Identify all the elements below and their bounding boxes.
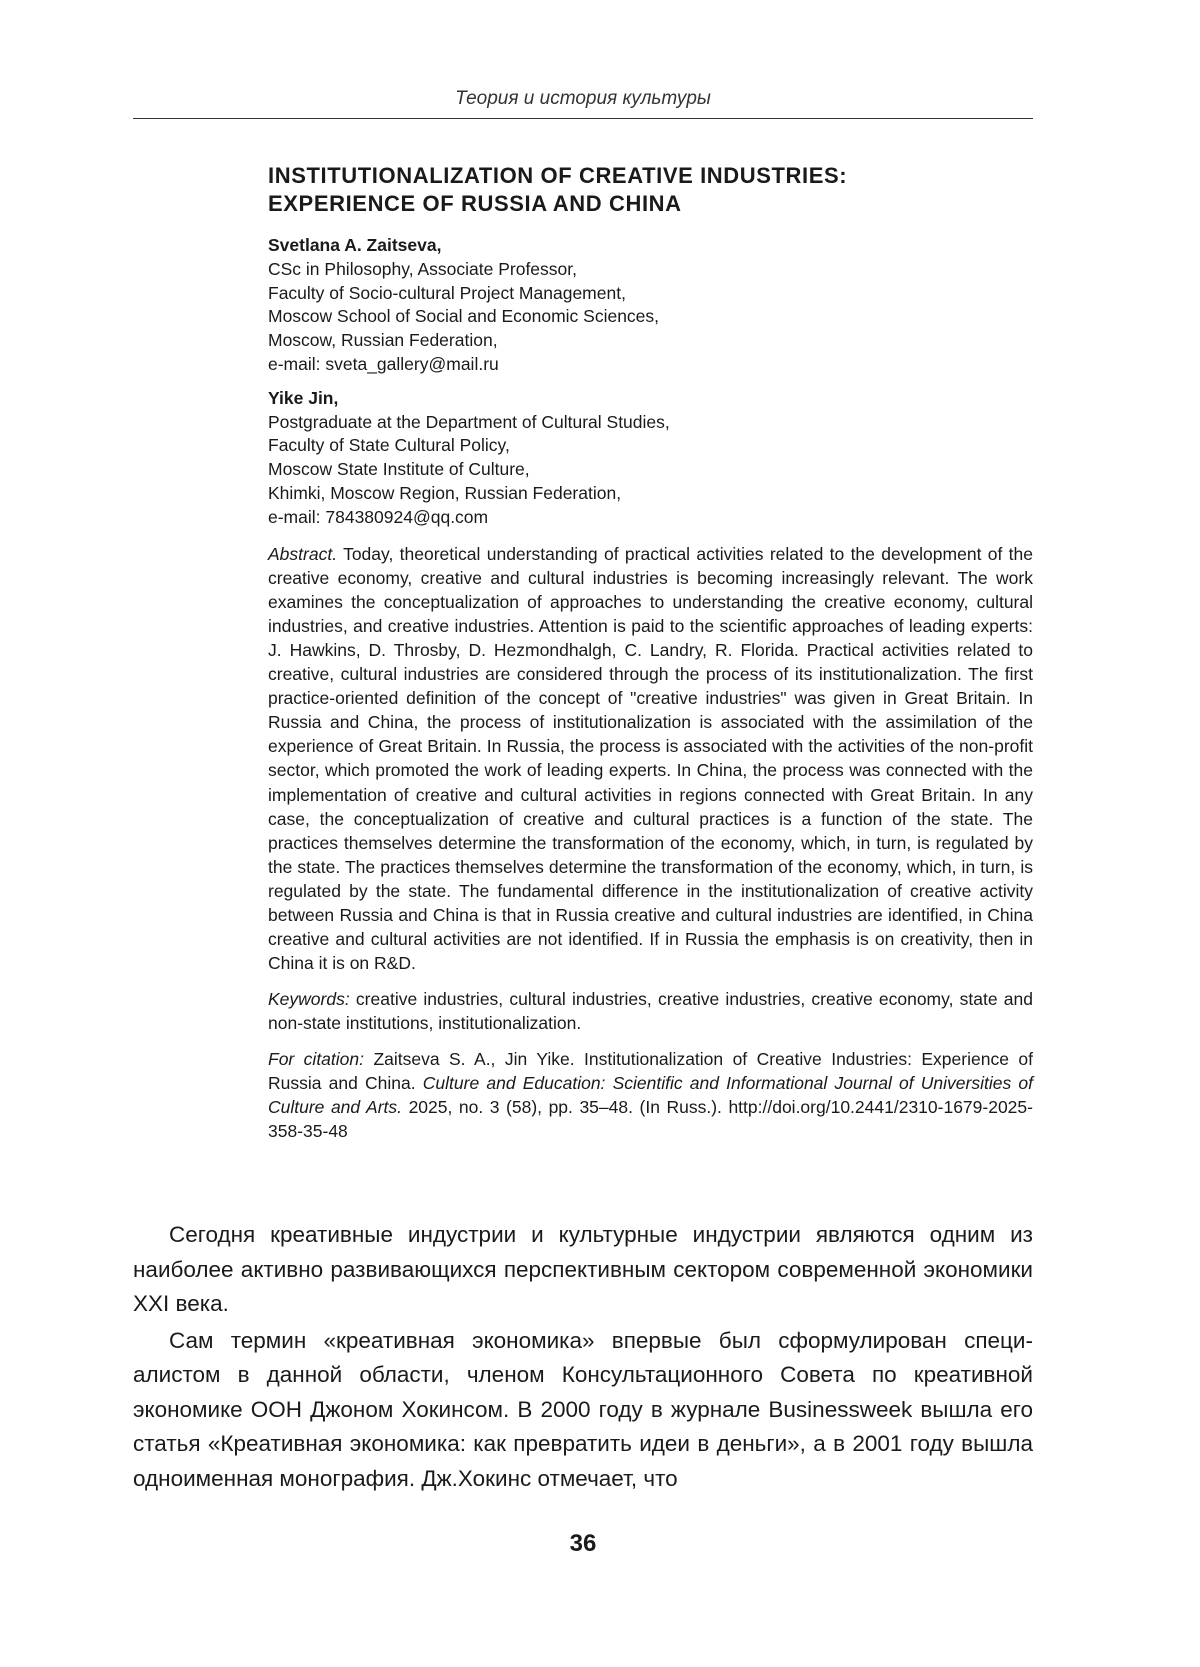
author-name: Yike Jin, — [268, 387, 339, 408]
keywords — [268, 987, 1033, 1035]
keywords-label: Keywords: — [268, 989, 350, 1010]
author-email: e-mail: 784380924@qq.com — [268, 506, 489, 527]
author-faculty: Faculty of Socio-cultural Project Management, — [268, 282, 626, 303]
citation — [268, 1047, 1033, 1143]
article-title — [268, 162, 1033, 218]
abstract — [268, 542, 1033, 976]
citation-journal: Culture and Education: Scientific and Informational Journal of Universities of Culture and Arts. — [268, 1073, 1033, 1118]
citation-authors-title: Zaitseva S. A., Jin Yike. Institutionalization of Creative Industries: Experience of Russia and China. — [268, 1049, 1033, 1094]
author-position: Postgraduate at the Department of Cultural Studies, — [268, 411, 670, 432]
author-email: e-mail: sveta_gallery@mail.ru — [268, 353, 499, 374]
main-text — [133, 1218, 1033, 1496]
citation-label: For citation: — [268, 1049, 364, 1070]
author-degree: CSc in Philosophy, Associate Professor, — [268, 258, 577, 279]
author-faculty: Faculty of State Cultural Policy, — [268, 435, 510, 456]
author-location: Moscow, Russian Federation, — [268, 330, 498, 351]
author-location: Khimki, Moscow Region, Russian Federation, — [268, 482, 622, 503]
author-name: Svetlana A. Zaitseva, — [268, 235, 442, 255]
page-number: 36 — [569, 1530, 597, 1557]
abstract-label: Abstract. — [268, 543, 338, 564]
author-block-2 — [268, 387, 1033, 530]
header-divider — [133, 118, 1033, 119]
title-line-2: EXPERIENCE OF RUSSIA AND CHINA — [268, 191, 682, 216]
citation-details: 2025, no. 3 (58), pp. 35–48. (In Russ.). http://doi.org/10.2441/2310-1679-2025-358-35-48 — [268, 1097, 1033, 1142]
body-paragraph-1: Сегодня креативные индустрии и культурные индустрии являются одним из наиболее активно развивающихся перспективным сектором современной экономики XXI века. — [133, 1222, 1033, 1316]
author-institution: Moscow State Institute of Culture, — [268, 459, 530, 480]
article-front-matter — [268, 162, 1033, 1143]
abstract-text: Today, theoretical understanding of practical activities related to the development of the creative economy, creative and cultural industries is becoming increasingly relevant. The work examines the conceptualization of approaches to understanding the creative economy, cultural industries, and creative industries. Attention is paid to the scientific approaches of leading experts: J. Hawkins, D. Throsby, D. Hezmondhalgh, C. Landry, R. Florida. Practical activities related to creative, cultural industries are considered through the process of its institutionalization. The first practice-oriented definition of the concept of "creative industries" was given in Great Britain. In Russia and China, the process of institutionalization is associated with the assimilation of the experience of Great Britain. In Russia, the process is associated with the activities of the non-profit sector, which promoted the work of leading experts. In China, the process was connected with the implementation of creative and cultural activities in regions connected with Great Britain. In any case, the conceptualization of creative and cultural practices is a function of the state. The practices themselves determine the transformation of the economy, which, in turn, is regulated by the state. The practices themselves determine the transformation of the economy, which, in turn, is regulated by the state. The fundamental difference in the institutionalization of creative activity between Russia and China is that in Russia creative and cultural industries are identified, in China creative and cultural activities are not identified. If in Russia the emphasis is on creativity, then in China it is on R&D. — [268, 543, 1034, 974]
author-institution: Moscow School of Social and Economic Sciences, — [268, 306, 660, 327]
body-paragraph-2: Сам термин «креативная экономика» впервые был сформулирован специалистом в данной области, членом Консультационного Совета по креативной экономике ООН Джоном Хокинсом. В 2000 году в журнале Businessweek вышла его статья «Креативная экономика: как превратить идеи в деньги», а в 2001 году вышла одноименная монография. Дж.Хокинс отмечает, что — [133, 1327, 1033, 1491]
author-block-1 — [268, 234, 1033, 377]
title-line-1: INSTITUTIONALIZATION OF CREATIVE INDUSTRIES: — [268, 163, 848, 188]
running-header: Теория и история культуры — [455, 88, 711, 109]
keywords-text: creative industries, cultural industries, creative industries, creative economy, state and non-state institutions, institutionalization. — [268, 989, 1033, 1034]
